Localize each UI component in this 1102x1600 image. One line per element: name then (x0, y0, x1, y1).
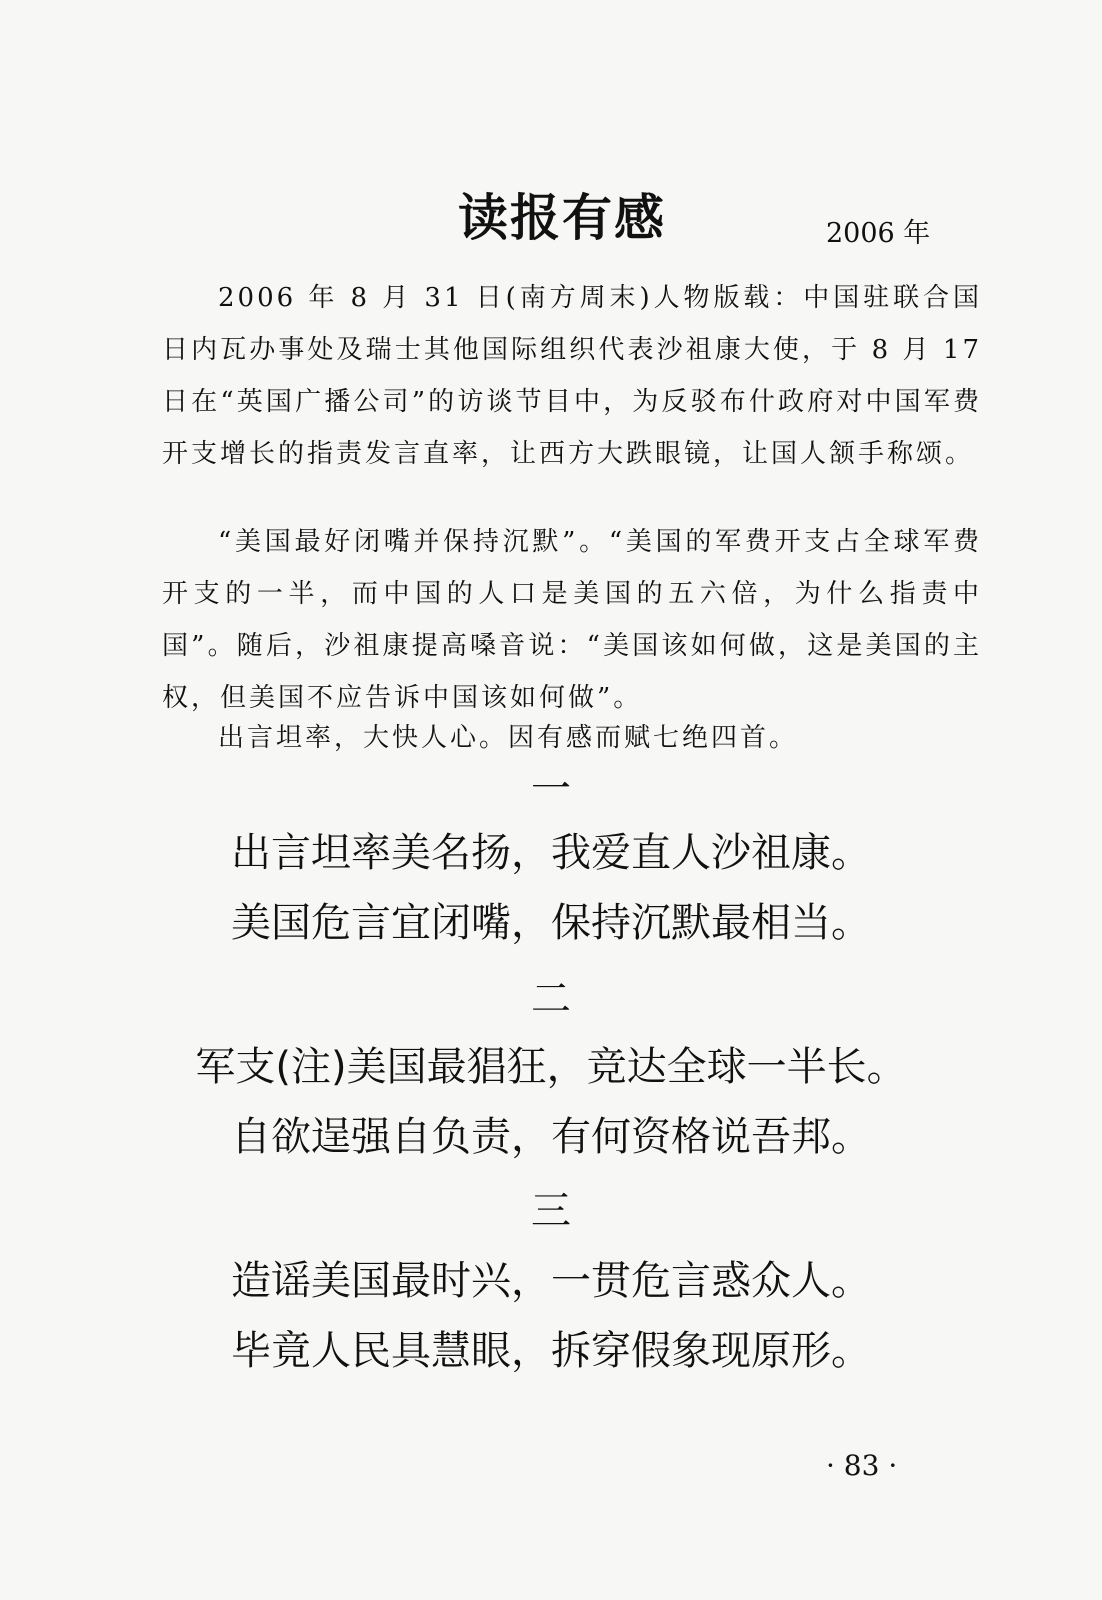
intro-paragraph-3: 出言坦率，大快人心。因有感而赋七绝四首。 (218, 723, 799, 753)
poem-2-number: 二 (531, 976, 571, 1022)
poem-1-line-1: 出言坦率美名扬，我爱直人沙祖康。 (231, 830, 871, 876)
poem-2-line-2: 自欲逞强自负责，有何资格说吾邦。 (231, 1114, 871, 1160)
poem-1-line-2: 美国危言宜闭嘴，保持沉默最相当。 (231, 900, 871, 946)
poem-3-line-2: 毕竟人民具慧眼，拆穿假象现原形。 (231, 1328, 871, 1374)
poem-3 (0, 1246, 1102, 1386)
title-year: 2006 年 (826, 218, 931, 249)
poem-3-line-1: 造谣美国最时兴，一贯危言惑众人。 (231, 1258, 871, 1304)
poem-2-line-1: 军支(注)美国最猖狂，竞达全球一半长。 (195, 1044, 907, 1090)
intro-paragraph-2: “美国最好闭嘴并保持沉默”。“美国的军费开支占全球军费开支的一半，而中国的人口是美国的五六倍，为什么指责中国”。随后，沙祖康提高嗓音说：“美国该如何做，这是美国的主权，但美国不应告诉中国该如何做”。 (162, 527, 982, 713)
page-title: 读报有感 (458, 189, 666, 247)
page-number: · 83 · (826, 1449, 898, 1482)
poem-3-number: 三 (531, 1188, 571, 1234)
poem-1-number: 一 (531, 766, 571, 812)
poem-1 (0, 818, 1102, 958)
intro-paragraph-1: 2006 年 8 月 31 日(南方周末)人物版载：中国驻联合国日内瓦办事处及瑞士其他国际组织代表沙祖康大使，于 8 月 17 日在“英国广播公司”的访谈节目中，为反驳布什政府对中国军费开支增长的指责发言直率，让西方大跌眼镜，让国人颔手称颂。 (162, 283, 982, 469)
poem-2 (0, 1032, 1102, 1172)
